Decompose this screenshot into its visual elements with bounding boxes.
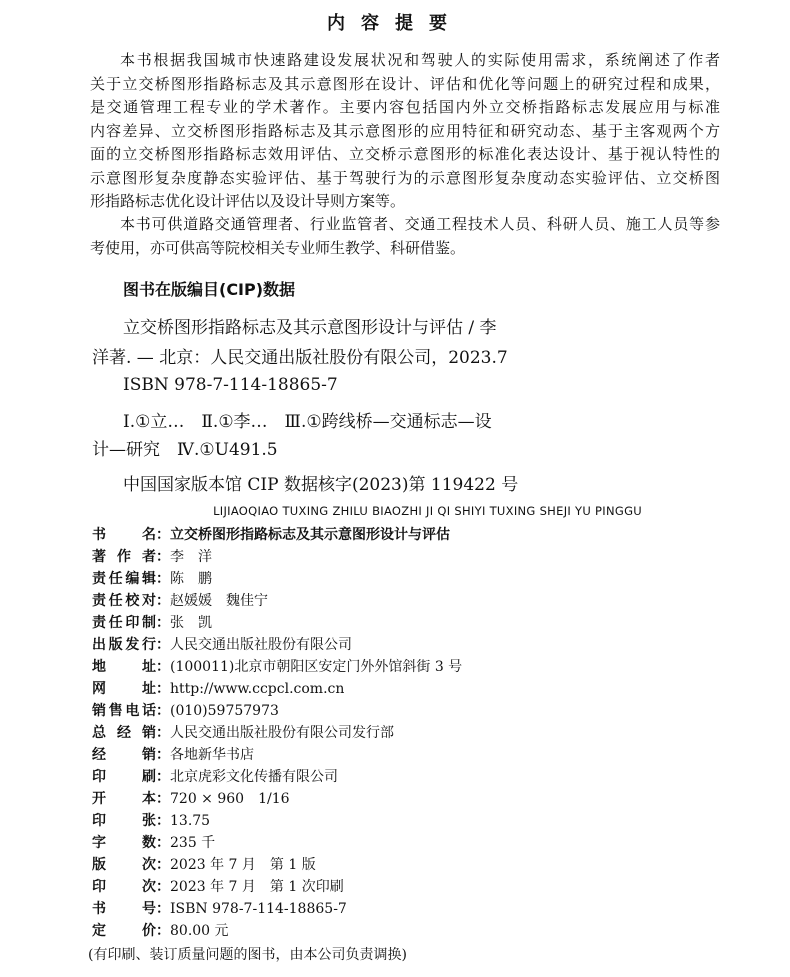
info-label: 总经销 [92, 725, 156, 741]
info-value: 人民交通出版社股份有限公司发行部 [170, 725, 394, 741]
page-title: 内容提要 [327, 13, 463, 34]
quality-note: (有印刷、装订质量问题的图书，由本公司负责调换) [88, 947, 407, 963]
info-colon: ： [156, 615, 170, 631]
info-row [92, 656, 462, 678]
info-label: 书名 [92, 527, 156, 543]
info-label: 责任印制 [92, 615, 156, 631]
info-colon: ： [156, 813, 170, 829]
summary-paragraph-1 [90, 49, 720, 214]
info-colon: ： [156, 593, 170, 609]
summary-line: 示意图形复杂度静态实验评估、基于驾驶行为的示意图形复杂度动态实验评估、立交桥图 [90, 168, 720, 187]
info-row [92, 700, 462, 722]
info-row [92, 876, 462, 898]
info-colon: ： [156, 879, 170, 895]
info-colon: ： [156, 857, 170, 873]
info-row [92, 788, 462, 810]
cip-classification-line-1: Ⅰ.①立… Ⅱ.①李… Ⅲ.①跨线桥—交通标志—设 [123, 412, 492, 432]
info-colon: ： [156, 835, 170, 851]
info-row [92, 678, 462, 700]
info-value: 80.00 元 [170, 923, 229, 939]
info-value: http://www.ccpcl.com.cn [170, 681, 345, 697]
info-label: 地址 [92, 659, 156, 675]
summary-paragraph-2 [90, 213, 720, 260]
info-label: 印次 [92, 879, 156, 895]
info-colon: ： [156, 901, 170, 917]
info-label: 开本 [92, 791, 156, 807]
info-label: 字数 [92, 835, 156, 851]
info-label: 著作者 [92, 549, 156, 565]
summary-line: 考使用，亦可供高等院校相关专业师生教学、科研借鉴。 [90, 238, 466, 257]
info-label: 定价 [92, 923, 156, 939]
info-value: ISBN 978-7-114-18865-7 [170, 901, 347, 917]
info-value: 235 千 [170, 835, 216, 851]
info-label: 书号 [92, 901, 156, 917]
info-colon: ： [156, 769, 170, 785]
info-value: 立交桥图形指路标志及其示意图形设计与评估 [170, 527, 450, 543]
info-value: 人民交通出版社股份有限公司 [170, 637, 352, 653]
info-colon: ： [156, 571, 170, 587]
info-colon: ： [156, 725, 170, 741]
info-value: 2023 年 7 月 第 1 次印刷 [170, 879, 344, 895]
info-colon: ： [156, 637, 170, 653]
summary-line: 关于立交桥图形指路标志及其示意图形在设计、评估和优化等问题上的研究过程和成果， [90, 74, 720, 93]
info-value: 北京虎彩文化传播有限公司 [170, 769, 338, 785]
pinyin-title: LIJIAOQIAO TUXING ZHILU BIAOZHI JI QI SHIYI TUXING SHEJI YU PINGGU [213, 504, 642, 518]
info-colon: ： [156, 527, 170, 543]
info-row [92, 766, 462, 788]
summary-line: 本书可供道路交通管理者、行业监管者、交通工程技术人员、科研人员、施工人员等参 [120, 215, 720, 233]
info-label: 网址 [92, 681, 156, 697]
summary-line: 内容差异、立交桥图形指路标志及其示意图形的应用特征和研究动态、基于主客观两个方 [90, 121, 720, 140]
info-label: 责任校对 [92, 593, 156, 609]
cip-isbn: ISBN 978-7-114-18865-7 [123, 375, 338, 395]
info-value: 各地新华书店 [170, 747, 254, 763]
summary-line: 本书根据我国城市快速路建设发展状况和驾驶人的实际使用需求，系统阐述了作者 [120, 51, 720, 69]
info-label: 印张 [92, 813, 156, 829]
info-value: (100011)北京市朝阳区安定门外外馆斜街 3 号 [170, 659, 463, 675]
summary-line: 面的立交桥图形指路标志效用评估、立交桥示意图形的标准化表达设计、基于视认特性的 [90, 145, 720, 163]
info-row [92, 722, 462, 744]
info-colon: ： [156, 791, 170, 807]
info-label: 印刷 [92, 769, 156, 785]
info-colon: ： [156, 923, 170, 939]
info-value: 720 × 960 1/16 [170, 791, 290, 807]
info-row [92, 854, 462, 876]
info-row [92, 524, 462, 546]
info-value: 13.75 [170, 813, 211, 829]
info-colon: ： [156, 703, 170, 719]
info-label: 版次 [92, 857, 156, 873]
info-label: 销售电话 [92, 703, 156, 719]
info-label: 出版发行 [92, 637, 156, 653]
info-colon: ： [156, 549, 170, 565]
info-colon: ： [156, 659, 170, 675]
info-row [92, 612, 462, 634]
info-row [92, 898, 462, 920]
info-label: 经销 [92, 747, 156, 763]
info-value: 赵媛媛 魏佳宁 [170, 593, 268, 609]
info-value: 张 凯 [170, 615, 212, 631]
info-row [92, 832, 462, 854]
summary-line: 形指路标志优化设计评估以及设计导则方案等。 [90, 192, 406, 210]
cip-classification-line-2: 计—研究 Ⅳ.①U491.5 [92, 440, 278, 460]
info-row [92, 810, 462, 832]
info-row [92, 634, 462, 656]
info-value: 陈 鹏 [170, 571, 212, 587]
info-colon: ： [156, 681, 170, 697]
cip-heading: 图书在版编目(CIP)数据 [123, 280, 296, 299]
info-row [92, 590, 462, 612]
info-row [92, 744, 462, 766]
info-value: (010)59757973 [170, 703, 279, 719]
info-value: 2023 年 7 月 第 1 版 [170, 857, 316, 873]
cip-title-line: 立交桥图形指路标志及其示意图形设计与评估 / 李 [123, 318, 497, 338]
cip-record-number: 中国国家版本馆 CIP 数据核字(2023)第 119422 号 [123, 475, 519, 495]
info-value: 李 洋 [170, 549, 212, 565]
summary-line: 是交通管理工程专业的学术著作。主要内容包括国内外立交桥指路标志发展应用与标准 [90, 98, 720, 116]
info-row [92, 920, 462, 942]
cip-author-line: 洋著. — 北京：人民交通出版社股份有限公司，2023.7 [92, 348, 508, 368]
book-info-table [92, 524, 462, 942]
info-label: 责任编辑 [92, 571, 156, 587]
info-row [92, 546, 462, 568]
info-colon: ： [156, 747, 170, 763]
info-row [92, 568, 462, 590]
